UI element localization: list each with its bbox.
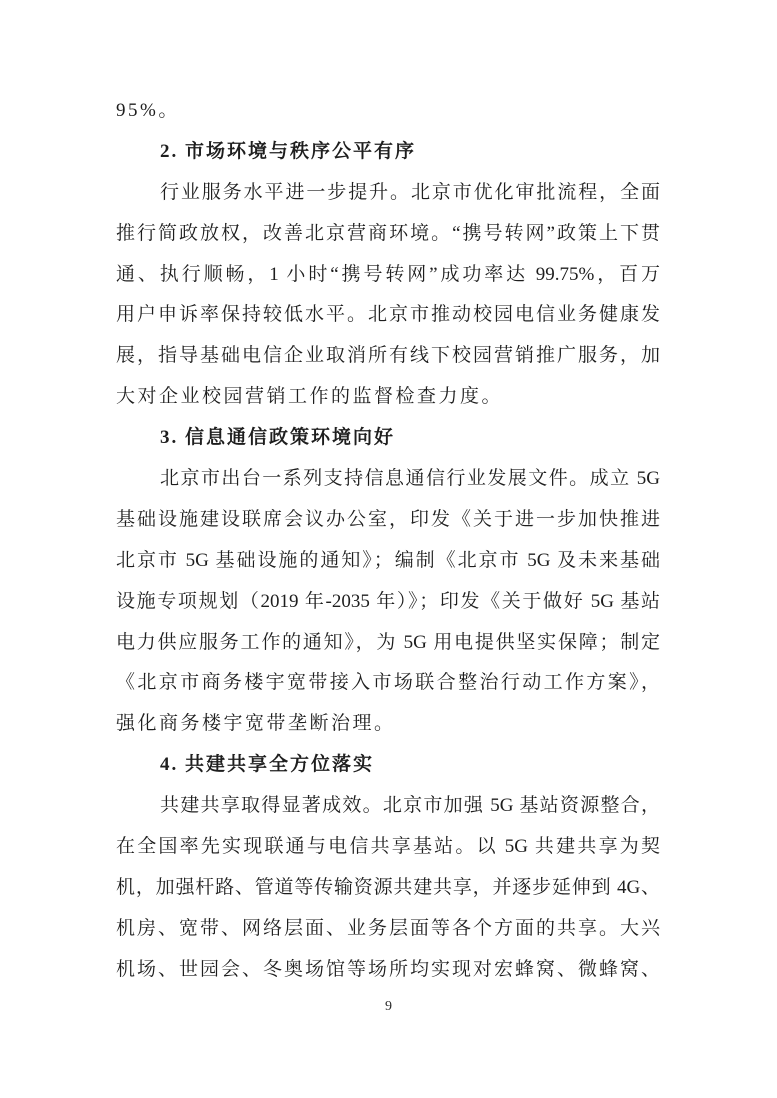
paragraph-line: 95%。 — [116, 100, 180, 121]
paragraph-line: 北京市 5G 基础设施的通知》；编制《北京市 5G 及未来基础 — [116, 549, 660, 571]
paragraph-line: 设施专项规划（2019 年-2035 年）》；印发《关于做好 5G 基站 — [116, 590, 660, 612]
paragraph-line: 在全国率先实现联通与电信共享基站。以 5G 共建共享为契 — [116, 836, 660, 858]
paragraph-line: 展，指导基础电信企业取消所有线下校园营销推广服务，加 — [116, 345, 660, 367]
paragraph-line: 机场、世园会、冬奥场馆等场所均实现对宏蜂窝、微蜂窝、 — [116, 958, 660, 980]
paragraph-line: 通、执行顺畅，1 小时“携号转网”成功率达 99.75%，百万 — [116, 263, 660, 285]
page-footer — [0, 999, 777, 1015]
paragraph-line: 强化商务楼宇宽带垄断治理。 — [116, 713, 396, 735]
paragraph-line: 推行简政放权，改善北京营商环境。“携号转网”政策上下贯 — [116, 222, 660, 244]
paragraph-line: 《北京市商务楼宇宽带接入市场联合整治行动工作方案》， — [116, 672, 660, 694]
section-heading: 3. 信息通信政策环境向好 — [160, 427, 396, 449]
paragraph-line: 机，加强杆路、管道等传输资源共建共享，并逐步延伸到 4G、 — [116, 876, 660, 898]
section-heading: 4. 共建共享全方位落实 — [160, 754, 375, 776]
paragraph-line: 电力供应服务工作的通知》，为 5G 用电提供坚实保障；制定 — [116, 631, 660, 653]
paragraph-line: 行业服务水平进一步提升。北京市优化审批流程，全面 — [160, 181, 660, 203]
paragraph-line: 共建共享取得显著成效。北京市加强 5G 基站资源整合， — [160, 795, 660, 817]
paragraph-line: 基础设施建设联席会议办公室，印发《关于进一步加快推进 — [116, 508, 660, 530]
paragraph-line: 用户申诉率保持较低水平。北京市推动校园电信业务健康发 — [116, 304, 660, 326]
paragraph-line: 机房、宽带、网络层面、业务层面等各个方面的共享。大兴 — [116, 917, 660, 939]
page-number: 9 — [385, 999, 392, 1014]
paragraph-line: 北京市出台一系列支持信息通信行业发展文件。成立 5G — [160, 468, 660, 490]
section-heading: 2. 市场环境与秩序公平有序 — [160, 140, 417, 162]
document-body — [116, 91, 660, 991]
paragraph-line: 大对企业校园营销工作的监督检查力度。 — [116, 386, 504, 408]
